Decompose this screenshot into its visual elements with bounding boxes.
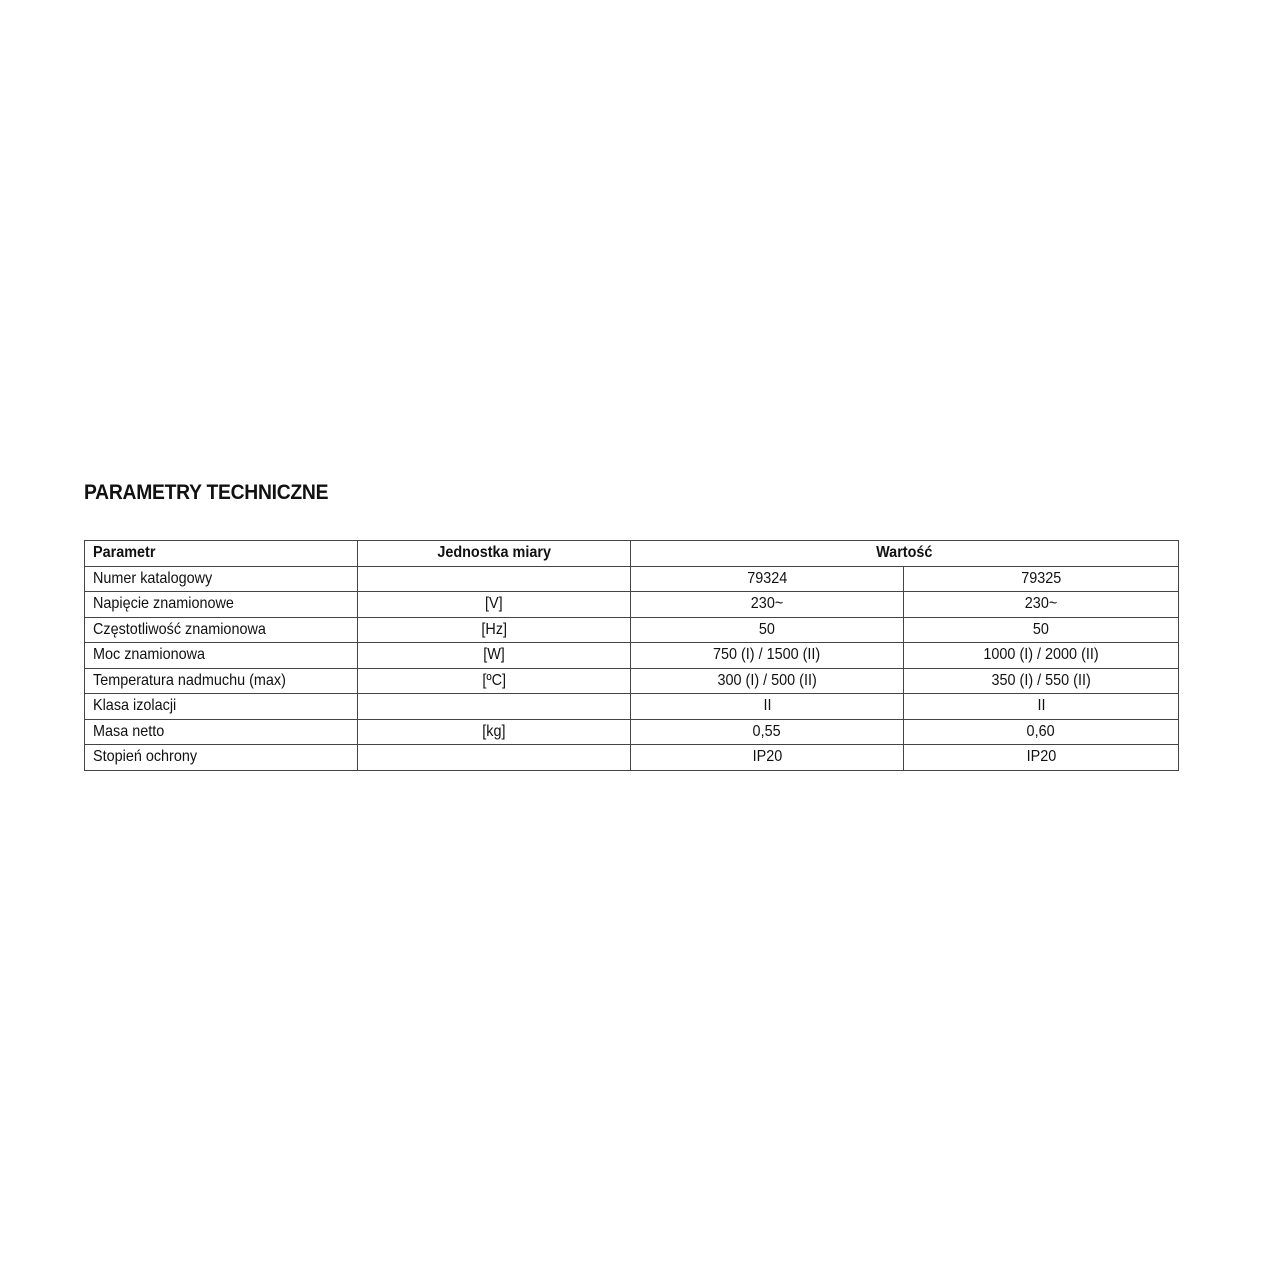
header-unit: Jednostka miary: [358, 541, 631, 567]
param-cell: Temperatura nadmuchu (max): [85, 668, 358, 694]
table-row: [85, 694, 1179, 720]
table-header-row: [85, 541, 1179, 567]
value-cell-79325: 350 (I) / 550 (II): [904, 668, 1179, 694]
param-cell: Numer katalogowy: [85, 566, 358, 592]
table-row: [85, 643, 1179, 669]
table-row: [85, 668, 1179, 694]
table-row: [85, 566, 1179, 592]
header-value: Wartość: [631, 541, 1179, 567]
value-cell-79325: 1000 (I) / 2000 (II): [904, 643, 1179, 669]
unit-cell: [ºC]: [358, 668, 631, 694]
table-row: [85, 617, 1179, 643]
header-parameter: Parametr: [85, 541, 358, 567]
unit-cell: [W]: [358, 643, 631, 669]
unit-cell: [358, 566, 631, 592]
value-cell-79324: II: [631, 694, 904, 720]
value-cell-79324: 0,55: [631, 719, 904, 745]
section-title: PARAMETRY TECHNICZNE: [84, 481, 329, 504]
unit-cell: [358, 745, 631, 771]
technical-parameters-table: [84, 540, 1179, 771]
param-cell: Częstotliwość znamionowa: [85, 617, 358, 643]
value-cell-79325: II: [904, 694, 1179, 720]
param-cell: Stopień ochrony: [85, 745, 358, 771]
param-cell: Napięcie znamionowe: [85, 592, 358, 618]
value-cell-79324: 230~: [631, 592, 904, 618]
unit-cell: [kg]: [358, 719, 631, 745]
table-row: [85, 592, 1179, 618]
table-row: [85, 719, 1179, 745]
value-cell-79325: 79325: [904, 566, 1179, 592]
value-cell-79324: 50: [631, 617, 904, 643]
table-row: [85, 745, 1179, 771]
value-cell-79324: 750 (I) / 1500 (II): [631, 643, 904, 669]
value-cell-79324: 79324: [631, 566, 904, 592]
unit-cell: [V]: [358, 592, 631, 618]
value-cell-79325: IP20: [904, 745, 1179, 771]
param-cell: Moc znamionowa: [85, 643, 358, 669]
value-cell-79324: IP20: [631, 745, 904, 771]
param-cell: Klasa izolacji: [85, 694, 358, 720]
value-cell-79325: 50: [904, 617, 1179, 643]
unit-cell: [358, 694, 631, 720]
value-cell-79325: 230~: [904, 592, 1179, 618]
value-cell-79324: 300 (I) / 500 (II): [631, 668, 904, 694]
param-cell: Masa netto: [85, 719, 358, 745]
unit-cell: [Hz]: [358, 617, 631, 643]
value-cell-79325: 0,60: [904, 719, 1179, 745]
